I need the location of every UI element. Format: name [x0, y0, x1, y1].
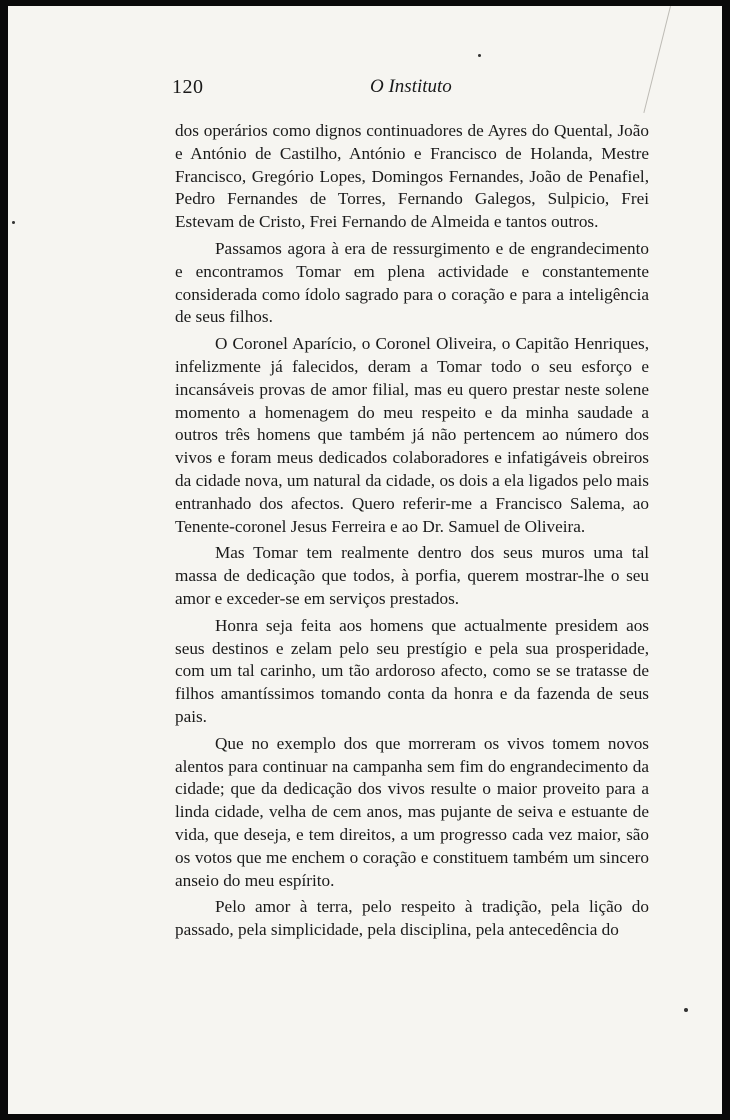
- scan-speck: [12, 221, 15, 224]
- running-title: O Instituto: [370, 76, 452, 97]
- scan-speck: [684, 1008, 688, 1012]
- page-number: 120: [172, 76, 204, 98]
- page-header: [8, 74, 722, 104]
- paragraph: Pelo amor à terra, pelo respeito à tradição, pela lição do passado, pela simplicidade, pela disciplina, pela antecedência do: [175, 897, 649, 940]
- paragraph: dos operários como dignos continuadores de Ayres do Quental, João e António de Castilho, António e Francisco de Holanda, Mestre Francisco, Gregório Lopes, Domingos Fernandes, João de Penafiel, Pedro Fernandes de Torres, Fernando Galegos, Sulpicio, Frei Estevam de Cristo, Frei Fernando de Almeida e tantos outros.: [175, 121, 649, 232]
- scanned-page: [8, 6, 722, 1114]
- scan-speck: [478, 54, 481, 57]
- body-text: [175, 120, 649, 946]
- paragraph: O Coronel Aparício, o Coronel Oliveira, o Capitão Henriques, infelizmente já falecidos, deram a Tomar todo o seu esforço e incansáveis provas de amor filial, mas eu quero prestar neste solene momento a homenagem do meu respeito e da minha saudade a outros três homens que também já não pertencem ao número dos vivos e foram meus dedicados colaboradores e infatigáveis obreiros da cidade nova, um natural da cidade, os dois a ela ligados pelo mais entranhado dos afectos. Quero referir-me a Francisco Salema, ao Tenente-coronel Jesus Ferreira e ao Dr. Samuel de Oliveira.: [175, 334, 649, 536]
- paragraph: Que no exemplo dos que morreram os vivos tomem novos alentos para continuar na campanha sem fim do engrandecimento da cidade; que da dedicação dos vivos resulte o maior proveito para a linda cidade, velha de cem anos, mas pujante de seiva e estuante de vida, que deseja, e tem direitos, a um progresso cada vez maior, são os votos que me enchem o coração e constituem também um sincero anseio do meu espírito.: [175, 733, 649, 890]
- paragraph: Passamos agora à era de ressurgimento e de engrandecimento e encontramos Tomar em plena actividade e constantemente considerada como ídolo sagrado para o coração e para a inteligência de seus filhos.: [175, 238, 649, 327]
- paragraph: Mas Tomar tem realmente dentro dos seus muros uma tal massa de dedicação que todos, à porfia, querem mostrar-lhe o seu amor e exceder-se em serviços prestados.: [175, 543, 649, 608]
- paragraph: Honra seja feita aos homens que actualmente presidem aos seus destinos e zelam pelo seu prestígio e pela sua prosperidade, com um tal carinho, um tão ardoroso afecto, como se se tratasse de filhos amantíssimos tomando conta da honra e da fazenda de seus pais.: [175, 615, 649, 726]
